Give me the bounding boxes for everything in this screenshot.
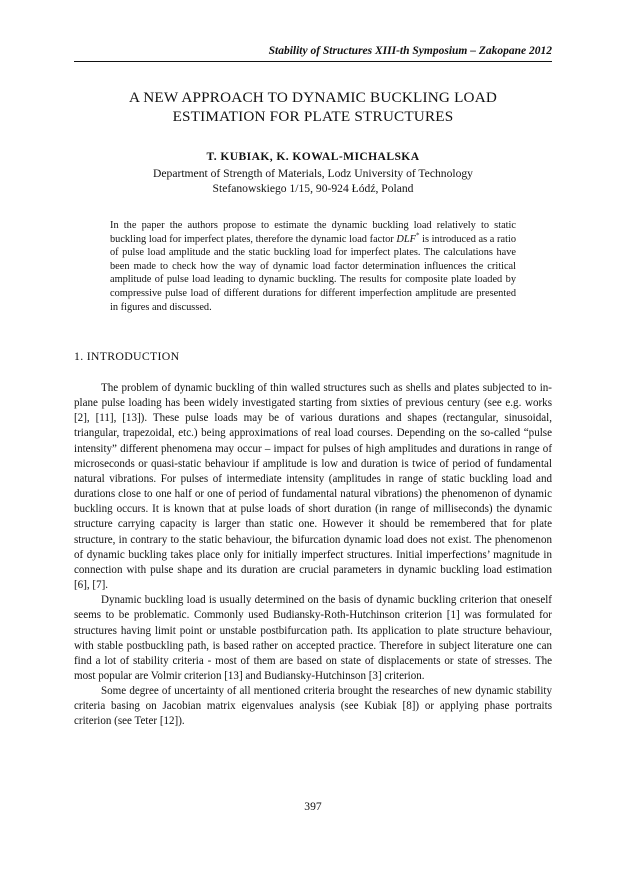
paper-title [74, 88, 552, 126]
author-list: T. KUBIAK, K. KOWAL-MICHALSKA [206, 150, 420, 163]
abstract-text-end: is introduced as a ratio of pulse load amplitude and the static buckling load for imperfect plates. The calculations have been made to check how the way of dynamic load factor determination influences the critical amplitude of pulse load leading to dynamic buckling. The results for composite plate loaded by compressive pulse load of different durations for different imperfection amplitude are presented in figures and discussed. [110, 233, 516, 313]
abstract [110, 219, 516, 314]
header-rule [74, 61, 552, 62]
abstract-symbol: DLF [396, 233, 416, 245]
abstract-symbol-superscript: * [415, 231, 420, 240]
title-line-2: ESTIMATION FOR PLATE STRUCTURES [172, 108, 454, 125]
section-body [74, 381, 552, 730]
affiliation [74, 166, 552, 196]
affiliation-line-2: Stefanowskiego 1/15, 90-924 Łódź, Poland [212, 182, 414, 195]
body-paragraph: The problem of dynamic buckling of thin walled structures such as shells and plates subjected to in-plane pulse loading has been widely investigated starting from sixties of previous century (see e.g. works [2], [11], [13]). These pulse loads may be of various durations and shapes (rectangular, sinusoidal, triangular, trapezoidal, etc.) being approximations of real load courses. Depending on the so-called “pulse intensity” different phenomena may occur – impact for pulses of high amplitudes and durations in range of microseconds or quasi-static behaviour if amplitude is low and duration is twice of period of fundamental natural vibrations. For pulses of intermediate intensity (amplitudes in range of static buckling load and durations close to one half or one of period of fundamental natural vibrations) the phenomenon of dynamic buckling occurs. It is known that at pulse loads of short duration (in range of milliseconds) the dynamic structure carrying capacity is larger than static one. However it should be remembered that for plate structure, in contrary to the static behaviour, the bifurcation dynamic load does not exist. The phenomenon of dynamic buckling takes place only for initially imperfect structures. Initial imperfections’ magnitude in connection with pulse shape and its duration are crucial parameters in dynamic buckling load estimation [6], [7]. [74, 382, 552, 592]
running-head: Stability of Structures XIII-th Symposium – Zakopane 2012 [268, 45, 552, 57]
affiliation-line-1: Department of Strength of Materials, Lodz University of Technology [153, 167, 473, 180]
section-heading: 1. INTRODUCTION [74, 349, 180, 363]
abstract-text-start: In the paper the authors propose to estimate the dynamic buckling load relatively to static buckling load for imperfect plates, therefore the dynamic load factor [110, 220, 516, 245]
page-number: 397 [304, 800, 322, 813]
title-line-1: A NEW APPROACH TO DYNAMIC BUCKLING LOAD [128, 89, 498, 106]
body-paragraph: Some degree of uncertainty of all mentioned criteria brought the researches of new dynamic stability criteria basing on Jacobian matrix eigenvalues analysis (see Kubiak [8]) or applying phase portraits criterion (see Teter [12]). [74, 685, 552, 728]
body-paragraph: Dynamic buckling load is usually determined on the basis of dynamic buckling criterion that oneself seems to be problematic. Commonly used Budiansky-Roth-Hutchinson criterion [1] was formulated for structures having limit point or unstable postbifurcation path. Its application to plate structure behaviour, with stable postbuckling path, is based rather on accepted practice. Therefore in subject literature one can find a lot of stability criteria - most of them are based on state of displacements or state of stresses. The most popular are Volmir criterion [13] and Budiansky-Hutchinson [3] criterion. [74, 594, 552, 682]
